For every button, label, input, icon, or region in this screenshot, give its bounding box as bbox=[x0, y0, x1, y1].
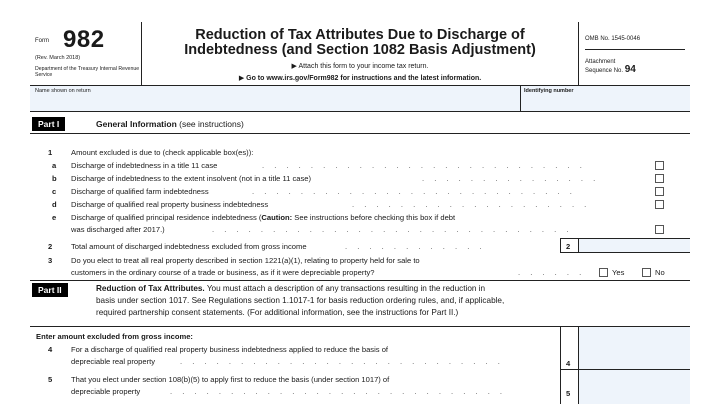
line1a-text: Discharge of indebtedness in a title 11 case bbox=[71, 161, 218, 170]
identifying-number-field[interactable] bbox=[520, 86, 690, 112]
line4-text-a: For a discharge of qualified real property business indebtedness applied to reduce the basis of bbox=[71, 345, 389, 354]
line1b-leader: . . . . . . . . . . . . . . . bbox=[422, 174, 600, 183]
line3-text-b: customers in the ordinary course of a trade or business, as if it were depreciable property? bbox=[71, 268, 375, 277]
sequence-label: Sequence No. bbox=[585, 68, 624, 74]
line1e-text-after: See instructions before checking this box if debt bbox=[292, 213, 456, 222]
form-number: 982 bbox=[63, 26, 105, 53]
line2-amount-field[interactable] bbox=[579, 239, 690, 252]
attachment-sequence bbox=[585, 58, 636, 75]
sequence-number: 94 bbox=[624, 64, 636, 75]
attach-note: ▶ Attach this form to your income tax return. bbox=[291, 63, 429, 70]
omb-block bbox=[578, 22, 690, 86]
part2-line-c: required partnership consent statements. (For additional information, see the instructions for Part II.) bbox=[96, 308, 459, 317]
form-title-line2: Indebtedness (and Section 1082 Basis Adjustment) bbox=[184, 42, 536, 58]
yes-checkbox[interactable] bbox=[599, 268, 608, 277]
line2-text: Total amount of discharged indebtedness excluded from gross income bbox=[71, 242, 307, 251]
omb-number: OMB No. 1545-0046 bbox=[585, 22, 685, 50]
line1c-text: Discharge of qualified farm indebtedness bbox=[71, 187, 209, 196]
part2-title-rest: You must attach a description of any transactions resulting in the reduction in bbox=[204, 284, 486, 293]
line1c-checkbox[interactable] bbox=[655, 187, 664, 196]
line-number-4: 4 bbox=[48, 345, 53, 354]
line4-amount-field[interactable] bbox=[579, 354, 690, 368]
line4-text-b: depreciable real property bbox=[71, 357, 156, 366]
part1-badge: Part I bbox=[32, 117, 65, 131]
line1a-letter: a bbox=[52, 161, 57, 170]
part1-title-suffix: (see instructions) bbox=[176, 119, 244, 129]
part2-title bbox=[96, 284, 485, 293]
line1d-text: Discharge of qualified real property business indebtedness bbox=[71, 200, 269, 209]
no-label: No bbox=[655, 268, 665, 277]
form-word: Form bbox=[35, 38, 49, 44]
part2-header bbox=[30, 281, 690, 327]
form-title-block bbox=[142, 22, 578, 86]
line1b-letter: b bbox=[52, 174, 57, 183]
form-982 bbox=[30, 22, 690, 404]
form-id-block bbox=[30, 22, 142, 86]
line3-text-a: Do you elect to treat all real property described in section 1221(a)(1), relating to property held for sale to bbox=[71, 256, 420, 265]
line1b-text: Discharge of indebtedness to the extent insolvent (not in a title 11 case) bbox=[71, 174, 312, 183]
department-label: Department of the Treasury Internal Revenue Service bbox=[35, 66, 140, 78]
line2-box-bottom bbox=[560, 252, 690, 253]
line1b-checkbox[interactable] bbox=[655, 174, 664, 183]
line1e-text bbox=[71, 213, 455, 222]
line-number-3: 3 bbox=[48, 256, 53, 265]
line3-leader: . . . . . . bbox=[518, 268, 586, 277]
line5-box-number: 5 bbox=[566, 389, 571, 398]
name-row bbox=[30, 86, 690, 112]
part2-title-bold: Reduction of Tax Attributes. bbox=[96, 284, 205, 293]
name-label: Name shown on return bbox=[35, 88, 91, 94]
line4-leader: . . . . . . . . . . . . . . . . . . . . . . . . . . . bbox=[180, 357, 504, 366]
line-number-2: 2 bbox=[48, 242, 53, 251]
no-checkbox[interactable] bbox=[642, 268, 651, 277]
line1e-caution: Caution: bbox=[261, 213, 293, 222]
line1c-letter: c bbox=[52, 187, 57, 196]
line1c-leader: . . . . . . . . . . . . . . . . . . . . . . . . . . . bbox=[252, 187, 576, 196]
line1e-letter: e bbox=[52, 213, 57, 222]
part1-title bbox=[96, 119, 244, 129]
part2-box-left-rule bbox=[560, 327, 561, 404]
line1d-checkbox[interactable] bbox=[655, 200, 664, 209]
line-number-5: 5 bbox=[48, 375, 53, 384]
form-title bbox=[142, 28, 578, 58]
line1-text: Amount excluded is due to (check applicable box(es)): bbox=[71, 148, 254, 157]
line2-box-divider bbox=[560, 238, 561, 252]
form-header bbox=[30, 22, 690, 86]
attachment-label: Attachment bbox=[585, 59, 616, 65]
id-label: Identifying number bbox=[524, 88, 574, 94]
line1a-leader: . . . . . . . . . . . . . . . . . . . . . . . . . . . bbox=[262, 161, 586, 170]
form-title-line1: Reduction of Tax Attributes Due to Discharge of bbox=[195, 27, 525, 43]
line5-text-b: depreciable property bbox=[71, 387, 141, 396]
line2-box-number: 2 bbox=[566, 242, 571, 251]
part2-badge: Part II bbox=[32, 283, 68, 297]
line1e-text-line2: was discharged after 2017.) bbox=[71, 225, 165, 234]
line1d-leader: . . . . . . . . . . . . . . . . . . . . bbox=[352, 200, 591, 209]
goto-note[interactable]: ▶ Go to www.irs.gov/Form982 for instructions and the latest information. bbox=[238, 75, 482, 82]
line5-leader: . . . . . . . . . . . . . . . . . . . . . . . . . . . . bbox=[170, 387, 507, 396]
line4-box-bottom bbox=[560, 369, 690, 370]
line2-leader: . . . . . . . . . . . . bbox=[345, 242, 486, 251]
yes-label: Yes bbox=[612, 268, 625, 277]
part1-title-bold: General Information bbox=[96, 119, 177, 129]
revision-date: (Rev. March 2018) bbox=[35, 55, 81, 61]
line5-amount-field[interactable] bbox=[579, 384, 690, 400]
line1a-checkbox[interactable] bbox=[655, 161, 664, 170]
part1-header bbox=[30, 114, 690, 134]
enter-amount-label: Enter amount excluded from gross income: bbox=[36, 332, 193, 341]
line1e-leader: . . . . . . . . . . . . . . . . . . . . . . . . . . . . . . bbox=[212, 225, 573, 234]
line-number-1: 1 bbox=[48, 148, 53, 157]
line4-box-number: 4 bbox=[566, 359, 571, 368]
line5-text-a: That you elect under section 108(b)(5) to apply first to reduce the basis (under section 1017) of bbox=[71, 375, 390, 384]
part2-line-b: basis under section 1017. See Regulations section 1.1017-1 for basis reduction ordering rules, and, if applicable, bbox=[96, 296, 505, 305]
line1e-text-main: Discharge of qualified principal residence indebtedness ( bbox=[71, 213, 262, 222]
line1e-checkbox[interactable] bbox=[655, 225, 664, 234]
line1d-letter: d bbox=[52, 200, 57, 209]
